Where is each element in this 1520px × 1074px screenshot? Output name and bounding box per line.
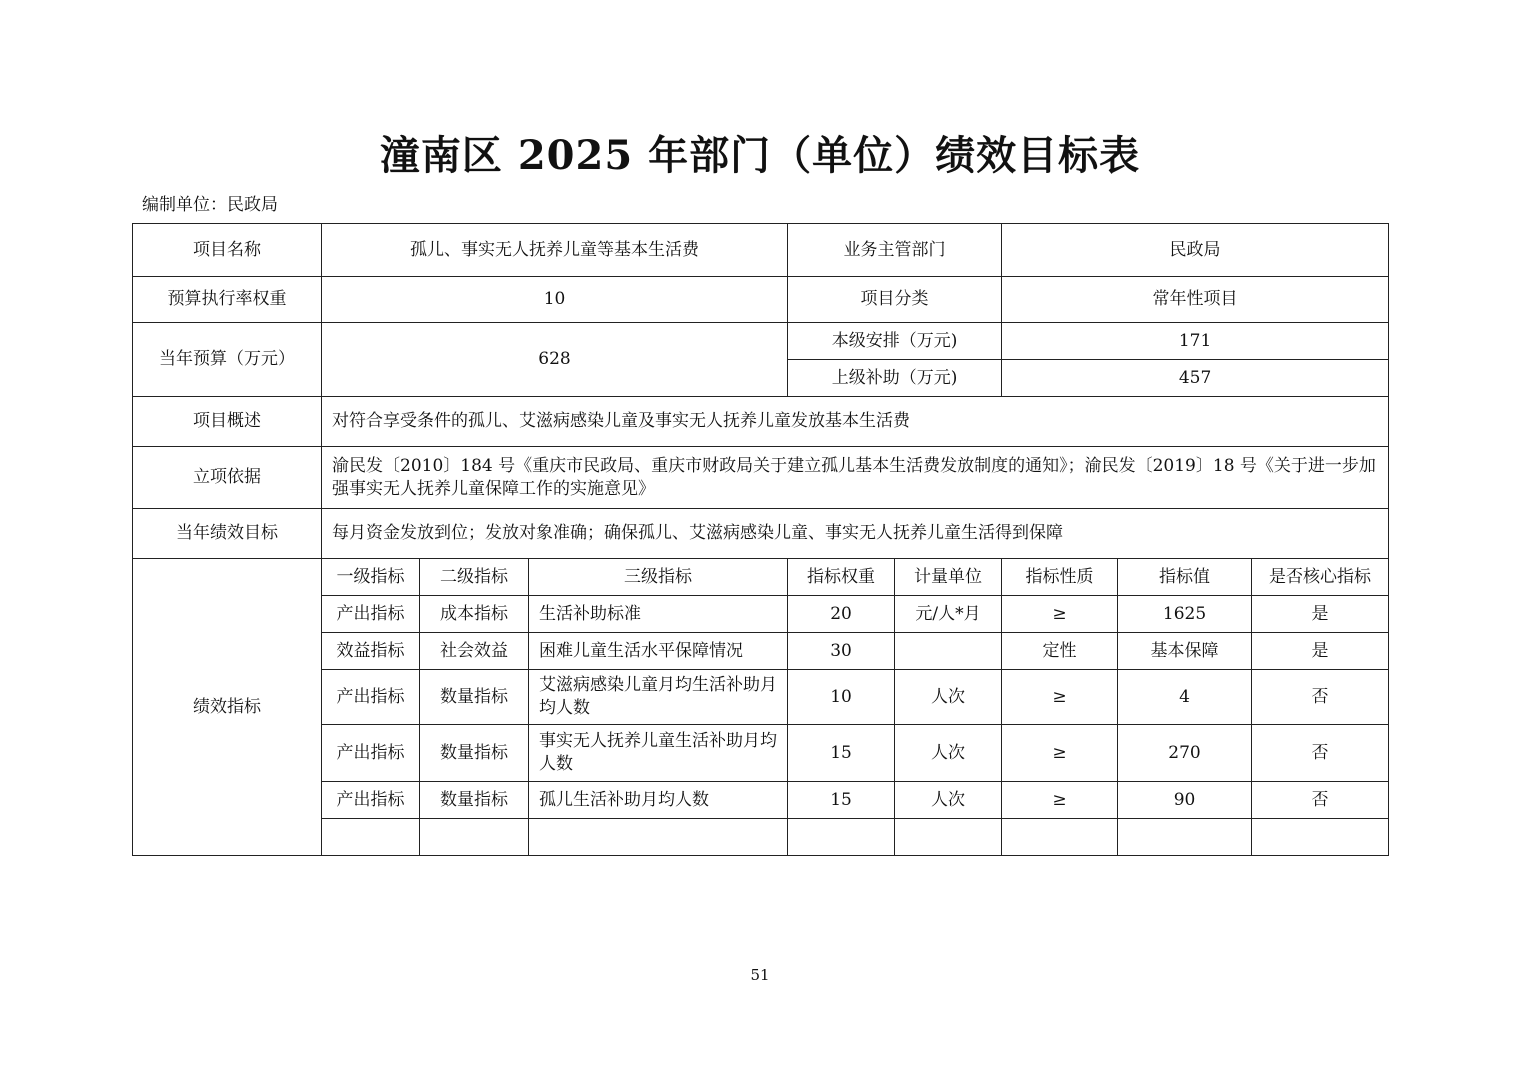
- weight-cell: 10: [788, 670, 895, 725]
- value-cell: 4: [1118, 670, 1252, 725]
- table-row: [133, 323, 1389, 360]
- table-row: [133, 397, 1389, 447]
- core-cell: 否: [1252, 782, 1389, 819]
- empty-cell: [420, 819, 529, 856]
- core-cell: 是: [1252, 633, 1389, 670]
- core-cell: 否: [1252, 670, 1389, 725]
- level1-cell: 效益指标: [322, 633, 420, 670]
- overview-label: 项目概述: [133, 397, 322, 447]
- value-cell: 基本保障: [1118, 633, 1252, 670]
- unit-cell: 人次: [895, 782, 1002, 819]
- table-row: [133, 447, 1389, 509]
- level1-cell: 产出指标: [322, 782, 420, 819]
- level2-cell: 数量指标: [420, 782, 529, 819]
- level3-cell: 艾滋病感染儿童月均生活补助月均人数: [529, 670, 788, 725]
- basis-value: 渝民发〔2010〕184 号《重庆市民政局、重庆市财政局关于建立孤儿基本生活费发放制度的通知》；渝民发〔2019〕18 号《关于进一步加强事实无人抚养儿童保障工作的实施意见》: [322, 447, 1389, 509]
- indicators-label: 绩效指标: [133, 559, 322, 856]
- empty-cell: [788, 819, 895, 856]
- header-cell: 计量单位: [895, 559, 1002, 596]
- dept-value: 民政局: [1002, 224, 1389, 277]
- header-cell: 指标性质: [1002, 559, 1118, 596]
- local-value: 171: [1002, 323, 1389, 360]
- upper-value: 457: [1002, 360, 1389, 397]
- local-label: 本级安排（万元): [788, 323, 1002, 360]
- empty-row: [133, 819, 1389, 856]
- indicator-row: [133, 782, 1389, 819]
- table-row: [133, 277, 1389, 323]
- unit-cell: 元/人*月: [895, 596, 1002, 633]
- table-row: [133, 224, 1389, 277]
- weight-cell: 15: [788, 725, 895, 782]
- compiling-unit: 编制单位：民政局: [142, 195, 278, 215]
- nature-cell: 定性: [1002, 633, 1118, 670]
- level2-cell: 成本指标: [420, 596, 529, 633]
- empty-cell: [322, 819, 420, 856]
- level1-cell: 产出指标: [322, 596, 420, 633]
- level3-cell: 生活补助标准: [529, 596, 788, 633]
- exec-weight-value: 10: [322, 277, 788, 323]
- header-cell: 指标权重: [788, 559, 895, 596]
- level1-cell: 产出指标: [322, 670, 420, 725]
- budget-value: 628: [322, 323, 788, 397]
- indicator-row: [133, 725, 1389, 782]
- value-cell: 270: [1118, 725, 1252, 782]
- nature-cell: ≥: [1002, 725, 1118, 782]
- unit-cell: [895, 633, 1002, 670]
- header-cell: 二级指标: [420, 559, 529, 596]
- page-title: 潼南区 2025 年部门（单位）绩效目标表: [379, 132, 1141, 179]
- nature-cell: ≥: [1002, 782, 1118, 819]
- indicator-header-row: [133, 559, 1389, 596]
- page-number: 51: [750, 966, 770, 984]
- weight-cell: 30: [788, 633, 895, 670]
- upper-label: 上级补助（万元): [788, 360, 1002, 397]
- budget-label: 当年预算（万元）: [133, 323, 322, 397]
- empty-cell: [529, 819, 788, 856]
- level2-cell: 数量指标: [420, 725, 529, 782]
- empty-cell: [1118, 819, 1252, 856]
- core-cell: 是: [1252, 596, 1389, 633]
- empty-cell: [1252, 819, 1389, 856]
- unit-cell: 人次: [895, 670, 1002, 725]
- empty-cell: [895, 819, 1002, 856]
- table-row: [133, 509, 1389, 559]
- header-cell: 三级指标: [529, 559, 788, 596]
- header-cell: 是否核心指标: [1252, 559, 1389, 596]
- header-cell: 指标值: [1118, 559, 1252, 596]
- performance-table: [132, 223, 1389, 856]
- value-cell: 90: [1118, 782, 1252, 819]
- unit-cell: 人次: [895, 725, 1002, 782]
- empty-cell: [1002, 819, 1118, 856]
- basis-label: 立项依据: [133, 447, 322, 509]
- level2-cell: 社会效益: [420, 633, 529, 670]
- weight-cell: 20: [788, 596, 895, 633]
- level1-cell: 产出指标: [322, 725, 420, 782]
- category-label: 项目分类: [788, 277, 1002, 323]
- level3-cell: 孤儿生活补助月均人数: [529, 782, 788, 819]
- project-name-value: 孤儿、事实无人抚养儿童等基本生活费: [322, 224, 788, 277]
- level3-cell: 事实无人抚养儿童生活补助月均人数: [529, 725, 788, 782]
- indicator-row: [133, 596, 1389, 633]
- indicator-row: [133, 633, 1389, 670]
- indicator-row: [133, 670, 1389, 725]
- category-value: 常年性项目: [1002, 277, 1389, 323]
- weight-cell: 15: [788, 782, 895, 819]
- project-name-label: 项目名称: [133, 224, 322, 277]
- nature-cell: ≥: [1002, 670, 1118, 725]
- goal-value: 每月资金发放到位；发放对象准确；确保孤儿、艾滋病感染儿童、事实无人抚养儿童生活得到保障: [322, 509, 1389, 559]
- goal-label: 当年绩效目标: [133, 509, 322, 559]
- header-cell: 一级指标: [322, 559, 420, 596]
- dept-label: 业务主管部门: [788, 224, 1002, 277]
- exec-weight-label: 预算执行率权重: [133, 277, 322, 323]
- level2-cell: 数量指标: [420, 670, 529, 725]
- core-cell: 否: [1252, 725, 1389, 782]
- overview-value: 对符合享受条件的孤儿、艾滋病感染儿童及事实无人抚养儿童发放基本生活费: [322, 397, 1389, 447]
- level3-cell: 困难儿童生活水平保障情况: [529, 633, 788, 670]
- value-cell: 1625: [1118, 596, 1252, 633]
- nature-cell: ≥: [1002, 596, 1118, 633]
